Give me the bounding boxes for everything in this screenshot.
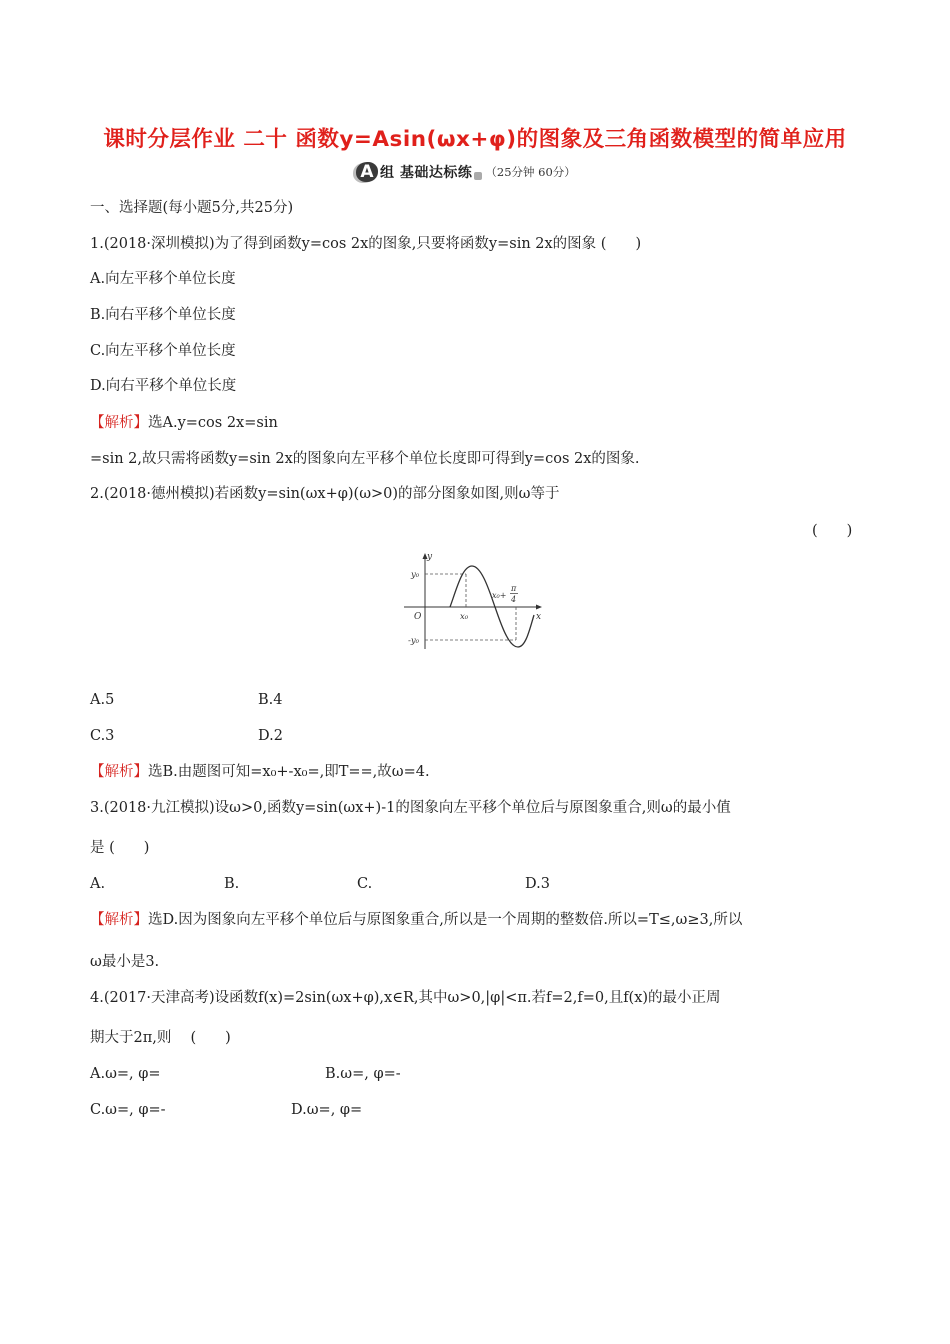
q2-analysis (90, 762, 430, 782)
q2-option-c: C.3 (90, 728, 115, 744)
q3-analysis-cont: ω最小是3. (90, 954, 160, 970)
x0-label: x₀ (460, 612, 469, 622)
q1-analysis (90, 413, 278, 433)
q3-option-c: C. (357, 876, 373, 892)
q2-stem: 2.(2018·德州模拟)若函数y=sin(ωx+φ)(ω>0)的部分图象如图,则ω等于 (90, 486, 560, 502)
group-name: 组 基础达标练 (380, 165, 473, 181)
group-time: （25分钟 60分） (485, 165, 576, 179)
q1-option-d: D.向右平移个单位长度 (90, 378, 237, 394)
q3-stem: 3.(2018·九江模拟)设ω>0,函数y=sin(ωx+)-1的图象向左平移个单位后与原图象重合,则ω的最小值 (90, 800, 731, 816)
q2-answer-paren: ( ) (812, 523, 853, 539)
neg-y0-label: -y₀ (408, 636, 420, 646)
q4-option-b: B.ω=, φ=- (325, 1066, 401, 1082)
q3-analysis (90, 910, 742, 930)
analysis-tag: 【解析】 (90, 912, 148, 928)
q1-option-a: A.向左平移个单位长度 (90, 271, 236, 287)
q2-option-a: A.5 (90, 692, 115, 708)
x-axis-arrow (536, 605, 542, 610)
q4-stem: 4.(2017·天津高考)设函数f(x)=2sin(ωx+φ),x∈R,其中ω>0,|φ|<π.若f=2,f=0,且f(x)的最小正周 (90, 990, 721, 1006)
q2-sine-graph (398, 548, 548, 652)
q4-option-c: C.ω=, φ=- (90, 1102, 166, 1118)
q3-analysis-text: 选D.因为图象向左平移个单位后与原图象重合,所以是一个周期的整数倍.所以=T≤,ω≥3,所以 (148, 912, 743, 928)
q1-analysis-text: 选A.y=cos 2x=sin (148, 415, 278, 431)
q4-option-d: D.ω=, φ= (291, 1102, 363, 1118)
q2-analysis-text: 选B.由题图可知=x₀+-x₀=,即T==,故ω=4. (148, 764, 430, 780)
analysis-tag: 【解析】 (90, 415, 148, 431)
q1-option-c: C.向左平移个单位长度 (90, 343, 236, 359)
q4-option-a: A.ω=, φ= (90, 1066, 161, 1082)
group-badge: A (356, 162, 378, 182)
x0-plus-label: x₀+ (492, 591, 507, 600)
group-header (356, 160, 576, 184)
section-heading: 一、选择题(每小题5分,共25分) (90, 200, 294, 216)
q3-option-a: A. (90, 876, 106, 892)
four-label: 4 (511, 595, 517, 604)
q1-stem: 1.(2018·深圳模拟)为了得到函数y=cos 2x的图象,只要将函数y=sin 2x的图象 ( ) (90, 236, 642, 252)
q1-option-b: B.向右平移个单位长度 (90, 307, 236, 323)
y-axis-label: y (427, 552, 433, 562)
group-decoration (474, 172, 482, 180)
q4-stem-cont: 期大于2π,则 ( ) (90, 1030, 231, 1046)
pi-label: π (511, 584, 517, 593)
q3-option-b: B. (224, 876, 240, 892)
page-title: 课时分层作业 二十 函数y=Asin(ωx+φ)的图象及三角函数模型的简单应用 (103, 127, 847, 152)
x-axis-label: x (536, 612, 542, 622)
y0-label: y₀ (411, 570, 420, 580)
q2-option-b: B.4 (258, 692, 283, 708)
q2-option-d: D.2 (258, 728, 283, 744)
q3-stem-cont: 是 ( ) (90, 840, 150, 856)
q1-analysis-cont: =sin 2,故只需将函数y=sin 2x的图象向左平移个单位长度即可得到y=cos 2x的图象. (90, 451, 640, 467)
q3-option-d: D.3 (525, 876, 550, 892)
analysis-tag: 【解析】 (90, 764, 148, 780)
origin-label: O (414, 612, 422, 622)
